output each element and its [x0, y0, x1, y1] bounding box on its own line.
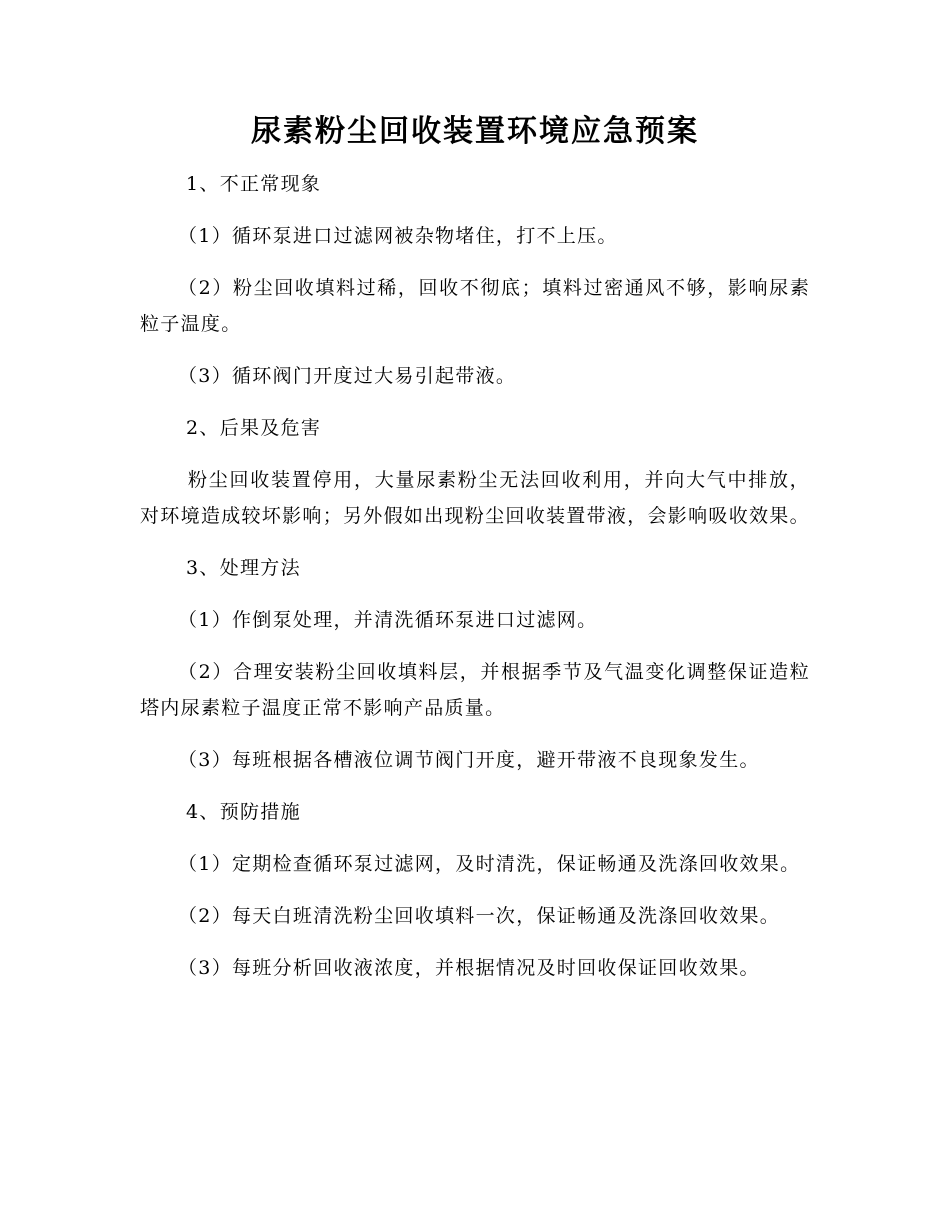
section-heading-3: 3、处理方法 [186, 557, 301, 579]
list-item: （1）循环泵进口过滤网被杂物堵住，打不上压。 [178, 225, 618, 247]
list-item: （2）每天白班清洗粉尘回收填料一次，保证畅通及洗涤回收效果。 [178, 905, 781, 927]
list-item: （3）每班根据各槽液位调节阀门开度，避开带液不良现象发生。 [178, 749, 760, 771]
section-heading-1: 1、不正常现象 [186, 173, 322, 195]
body-paragraph: 粉尘回收装置停用，大量尿素粉尘无法回收利用，并向大气中排放，对环境造成较坏影响；另外假如出现粉尘回收装置带液，会影响吸收效果。 [140, 469, 810, 527]
list-item: （3）循环阀门开度过大易引起带液。 [178, 365, 517, 387]
list-item: （2）粉尘回收填料过稀，回收不彻底；填料过密通风不够，影响尿素粒子温度。 [140, 277, 810, 335]
list-item: （1）作倒泵处理，并清洗循环泵进口过滤网。 [178, 609, 598, 631]
list-item: （3）每班分析回收液浓度，并根据情况及时回收保证回收效果。 [178, 957, 760, 979]
list-item: （1）定期检查循环泵过滤网，及时清洗，保证畅通及洗涤回收效果。 [178, 853, 801, 875]
section-heading-4: 4、预防措施 [186, 801, 301, 823]
document-title: 尿素粉尘回收装置环境应急预案 [251, 114, 699, 149]
list-item: （2）合理安装粉尘回收填料层，并根据季节及气温变化调整保证造粒塔内尿素粒子温度正常不影响产品质量。 [140, 661, 810, 719]
document-body [140, 166, 810, 1002]
section-heading-2: 2、后果及危害 [186, 417, 322, 439]
